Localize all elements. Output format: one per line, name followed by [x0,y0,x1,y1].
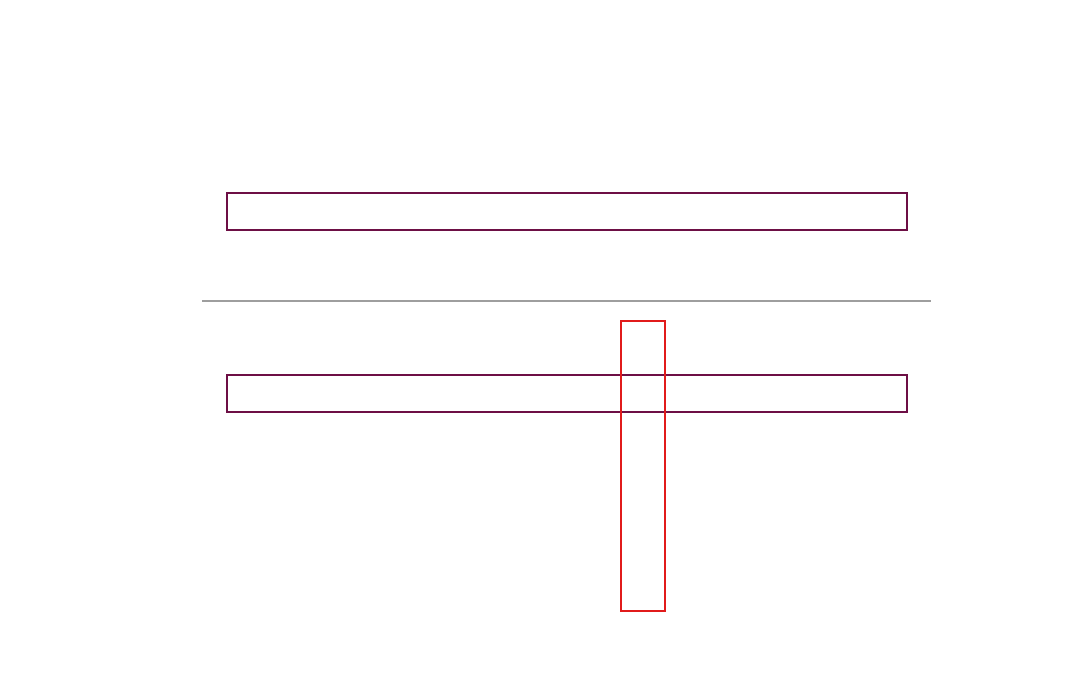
section-divider [202,300,931,302]
highlighted-departure-column [620,320,666,612]
bottom-key-stops-frame [226,374,908,413]
top-key-stops-frame [226,192,908,231]
